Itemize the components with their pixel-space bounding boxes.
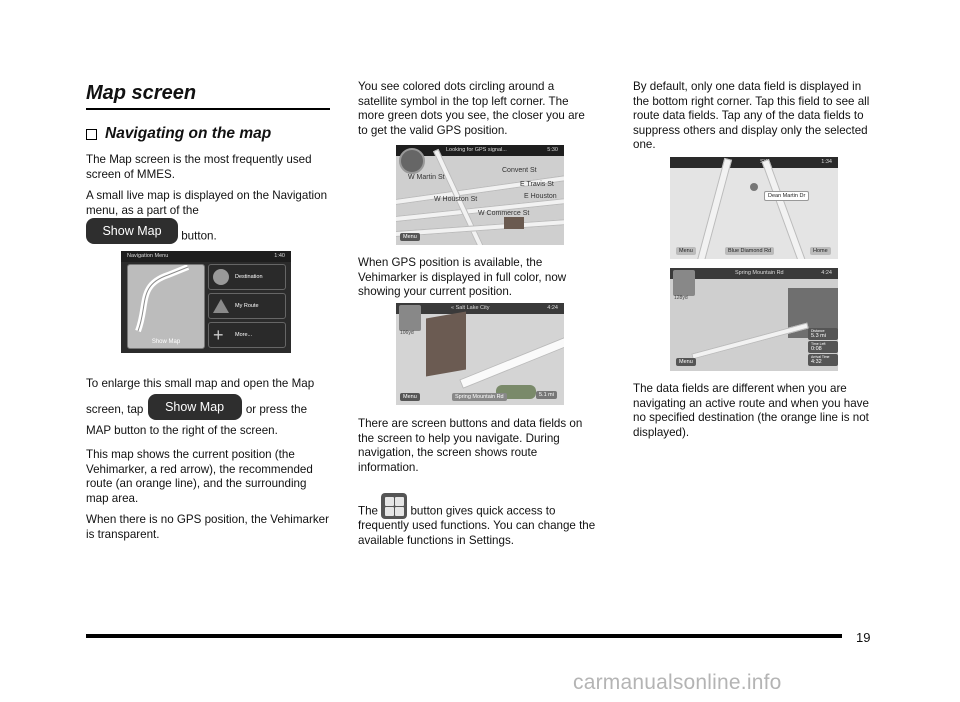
menu-item-label: My Route <box>235 303 259 309</box>
all-data-fields-screenshot <box>670 268 838 371</box>
navmenu-title: Navigation Menu <box>127 253 169 259</box>
show-map-tile-label: Show Map <box>151 339 181 345</box>
street-text: « Salt Lake City <box>451 305 490 311</box>
footer-rule <box>86 634 842 638</box>
watermark: carmanualsonline.info <box>573 671 782 694</box>
paragraph-text: To enlarge this small map and open the Map screen, tap <box>86 377 315 416</box>
home-button: Home <box>810 247 831 255</box>
field-value: 0:08 <box>811 346 822 352</box>
street-label: Convent St <box>502 167 537 174</box>
turn-distance: 128yd <box>674 295 688 301</box>
menu-button: Menu <box>400 393 420 401</box>
paragraph-text: or press the MAP button to the right of the screen. <box>86 403 308 437</box>
default-data-field-screenshot <box>670 157 838 259</box>
street-text: Spring Mountain Rd <box>735 270 784 276</box>
turn-distance: 106yd <box>400 330 414 336</box>
street-label: E Travis St <box>520 181 554 188</box>
show-map-button-image: Show Map <box>148 394 242 420</box>
destination-label: Dean Martin Dr <box>764 191 809 201</box>
data-field <box>808 328 838 340</box>
column-right <box>633 80 879 160</box>
paragraph: This map shows the current position (the Vehimarker, a red arrow), the recommended route (an orange line), and the surrounding map area. <box>86 448 313 505</box>
paragraph <box>358 493 596 548</box>
road <box>396 218 564 237</box>
menu-my-route-button <box>208 293 286 319</box>
current-position-screenshot <box>396 303 564 405</box>
paragraph-text: The <box>358 504 378 518</box>
quick-menu-grid-icon <box>381 493 407 519</box>
status-bar <box>396 303 564 314</box>
road <box>459 327 564 389</box>
paragraph-text: A small live map is displayed on the Navigation menu, as a part of the <box>86 189 328 217</box>
data-field <box>808 354 838 366</box>
menu-more-button <box>208 322 286 348</box>
paragraph: There are screen buttons and data fields on the screen to help you navigate. During navigation, the screen shows route information. <box>358 417 583 474</box>
menu-button: Menu <box>676 358 696 366</box>
paragraph: When GPS position is available, the Vehimarker is displayed in full color, now showing your current position. <box>358 256 567 298</box>
gps-search-screenshot <box>396 145 564 245</box>
paragraph-text: button gives quick access to frequently used functions. You can change the available functions in Settings. <box>358 504 596 547</box>
section-heading <box>86 124 330 144</box>
street-name-field: Spring Mountain Rd <box>452 393 507 401</box>
show-map-button-image: Show Map <box>86 218 178 244</box>
column-middle <box>358 80 596 145</box>
road <box>696 158 732 259</box>
menu-item-label: More... <box>235 332 253 338</box>
clock-text: 4:24 <box>821 270 832 276</box>
column-left-lower <box>86 373 330 549</box>
turn-arrow-icon <box>399 305 421 331</box>
street-name-field: Blue Diamond Rd <box>725 247 774 255</box>
paragraph: You see colored dots circling around a satellite symbol in the top left corner. The more green dots you see, the closer you are to get the valid GPS position. <box>358 80 585 137</box>
satellite-icon <box>399 148 425 174</box>
paragraph <box>86 373 330 441</box>
paragraph-text: button. <box>181 229 217 243</box>
navmenu-time: 1:40 <box>274 253 285 259</box>
tower-building-icon <box>426 311 466 376</box>
plus-icon: + <box>213 325 224 345</box>
data-field: 5.1 mi <box>536 391 557 399</box>
section-heading-text: Navigating on the map <box>105 125 272 142</box>
column-right-2 <box>633 382 879 447</box>
paragraph: By default, only one data field is displayed in the bottom right corner. Tap this field to see all route data fields. Tap any of the data fields to suppress others and display only the selected one. <box>633 80 870 151</box>
clock-text: 5:30 <box>547 147 558 153</box>
paragraph: The data fields are different when you are navigating an active route and when you have no specified destination (the orange line is not displayed). <box>633 382 869 439</box>
street-label: W Martin St <box>408 174 445 181</box>
route-icon <box>213 299 229 313</box>
street-label: W Commerce St <box>478 210 530 217</box>
field-value: 4:32 <box>811 359 822 365</box>
street-label: W Houston St <box>434 196 478 203</box>
paragraph <box>86 189 330 244</box>
page-title: Map screen <box>86 80 330 110</box>
field-value: 5.3 mi <box>811 333 826 339</box>
clock-text: 1:34 <box>821 159 832 165</box>
menu-destination-button <box>208 264 286 290</box>
paragraph: When there is no GPS position, the Vehimarker is transparent. <box>86 513 329 541</box>
checkbox-bullet-icon <box>86 129 97 140</box>
menu-item-label: Destination <box>235 274 263 280</box>
column-middle-2 <box>358 256 596 307</box>
field-label: Distance <box>811 329 825 333</box>
turn-arrow-icon <box>673 270 695 296</box>
building-icon <box>504 217 524 229</box>
clock-text: 4:24 <box>547 305 558 311</box>
column-middle-3 <box>358 417 596 555</box>
field-label: Time Left <box>811 342 826 346</box>
paragraph: The Map screen is the most frequently used screen of MMES. <box>86 153 312 181</box>
status-bar <box>670 268 838 279</box>
column-left <box>86 80 330 251</box>
navigation-menu-screenshot <box>121 251 291 353</box>
menu-button: Menu <box>676 247 696 255</box>
mini-map <box>127 264 205 349</box>
magnifier-icon <box>213 269 229 285</box>
mini-map-road-icon <box>128 265 206 335</box>
road <box>761 159 806 259</box>
field-label: Arrival Time <box>811 355 830 359</box>
destination-flag-icon <box>750 183 758 191</box>
road <box>691 323 808 360</box>
menu-button: Menu <box>400 233 420 241</box>
status-bar <box>670 157 838 168</box>
page-number: 19 <box>856 630 871 645</box>
status-bar <box>121 251 291 262</box>
street-label: E Houston <box>524 193 557 200</box>
gps-status-text: Looking for GPS signal... <box>446 147 507 153</box>
data-field <box>808 341 838 353</box>
